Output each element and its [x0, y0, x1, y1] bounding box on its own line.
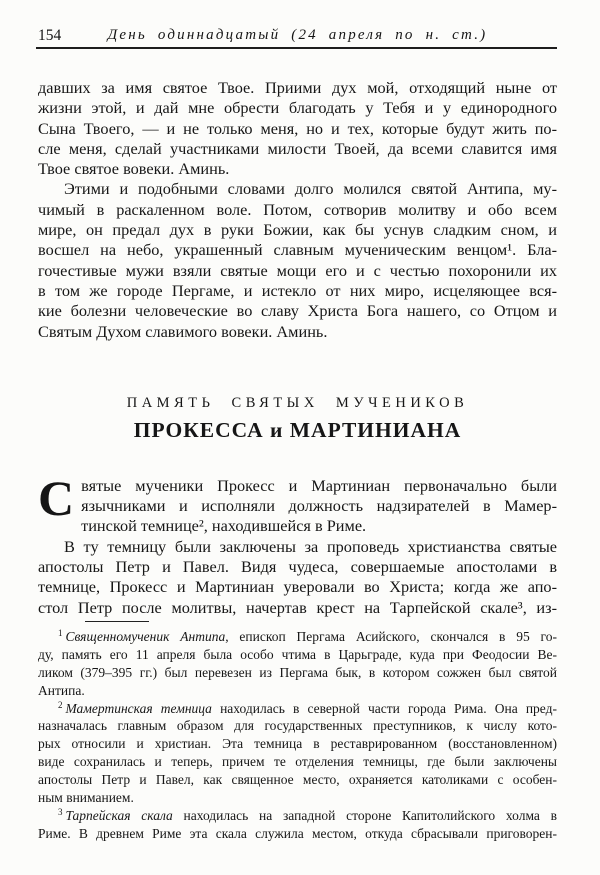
footnote-lead: Тарпейская скала — [65, 808, 173, 823]
text-line: апостолы Петр и Павел. Видя чудеса, совершаемые апостолами в — [38, 557, 557, 577]
footnote-text: , епископ Пергама Асийского, скончался в 95 го- — [225, 628, 557, 644]
text-line: гочестивые мужи взяли святые мощи его и с честью похоронили их — [38, 260, 557, 280]
text-line: язычниками и исполняли должность надзирателей в Мамер- — [81, 496, 557, 516]
page-number: 154 — [38, 27, 62, 44]
text-line: вятые мученики Прокесс и Мартиниан первоначально были — [81, 475, 557, 495]
section-heading-small: ПАМЯТЬ СВЯТЫХ МУЧЕНИКОВ — [126, 394, 469, 411]
text-line: Антипа. — [38, 682, 85, 698]
text-line — [38, 700, 557, 718]
text-line: сле меня, сделай участниками милости Твоей, да всеми славится имя — [38, 138, 557, 158]
text-line: В ту темницу были заключены за проповедь христианства святые — [64, 536, 557, 556]
footnote-text: находилась в северной части города Рима. Она пред- — [211, 700, 557, 716]
text-line: апостолы Петр и Павел, как священное место, охраняется католиками с особен- — [38, 772, 557, 788]
text-line: ликом (379–395 гг.) был перевезен из Пергама бык, в котором сожжен был святой — [38, 664, 557, 680]
text-line: Риме. В древнем Риме эта скала служила местом, откуда сбрасывали приговорен- — [38, 825, 557, 841]
text-line: стол Петр после молитвы, начертав крест на Тарпейской скале³, из- — [38, 597, 557, 617]
text-line: ду, память его 11 апреля была особо чтима в Царьграде, куда при Феодосии Ве- — [38, 646, 557, 662]
paragraph-antipa — [38, 179, 557, 341]
running-title: День одиннадцатый (24 апреля по н. ст.) — [107, 27, 488, 43]
running-header — [38, 27, 557, 47]
footnote-lead: Священномученик Антипа — [65, 628, 226, 644]
text-line: назначалась главным образом для государственных преступников, к числу кото- — [38, 718, 557, 734]
text-line: в том же городе Пергаме, и истекло от них миро, исцеляющее вся- — [38, 280, 557, 300]
text-line: Этими и подобными словами долго молился святой Антипа, му- — [64, 179, 557, 199]
text-line: мире, он предал дух в руки Божии, как бы уснув сладким сном, и — [38, 220, 557, 240]
text-line: восшел на небо, украшенный славным мученическим венцом¹. Бла- — [38, 240, 557, 260]
paragraph-continuation — [38, 78, 557, 179]
text-line — [38, 628, 557, 646]
text-line: темнице, Прокесс и Мартиниан уверовали во Христа; когда же апо- — [38, 577, 557, 597]
text-line: давших за имя святое Твое. Приими дух мой, отходящий ныне от — [38, 78, 557, 97]
text-line: жизни этой, и дай мне обрести благодать у Тебя и у единородного — [38, 98, 557, 118]
footnote-separator — [85, 621, 149, 622]
text-column — [38, 78, 557, 843]
text-line — [38, 807, 557, 825]
text-line: ным вниманием. — [38, 790, 134, 806]
footnote-marker: 2 — [58, 699, 63, 710]
footnotes — [38, 628, 557, 843]
paragraph-prison — [38, 537, 557, 618]
footnote-3 — [38, 807, 557, 843]
footnote-marker: 1 — [58, 627, 63, 638]
text-line: тинской темнице², находившейся в Риме. — [81, 516, 367, 536]
footnote-lead: Мамертинская темница — [65, 700, 212, 716]
text-line: чимый в раскаленном воле. Потом, сотворив молитву и обо всем — [38, 199, 557, 219]
section-heading-large: ПРОКЕССА и МАРТИНИАНА — [133, 417, 462, 442]
text-line: Святым Духом славимого вовеки. Аминь. — [38, 321, 328, 341]
text-line: кие болезни человеческие во славу Христа Бога нашего, со Отцом и — [38, 301, 557, 321]
footnote-text: находилась на западной стороне Капитолийского холма в — [172, 808, 558, 823]
text-line: Сына Твоего, — и не только меня, но и тех, которые будут жить по- — [38, 118, 557, 138]
text-line: рых относили и христиан. Эта темница в реставрированном (восстановленном) — [38, 736, 557, 752]
footnote-marker: 3 — [58, 807, 63, 817]
header-rule — [36, 47, 557, 49]
drop-cap: С — [38, 469, 75, 526]
text-line: Твое святое вовеки. Аминь. — [38, 159, 230, 179]
footnote-1 — [38, 628, 557, 700]
paragraph-dropcap — [38, 469, 557, 537]
text-line: виде сохранилась и теперь, причем те отделения темницы, где были заключены — [38, 754, 557, 770]
footnote-2 — [38, 700, 557, 807]
